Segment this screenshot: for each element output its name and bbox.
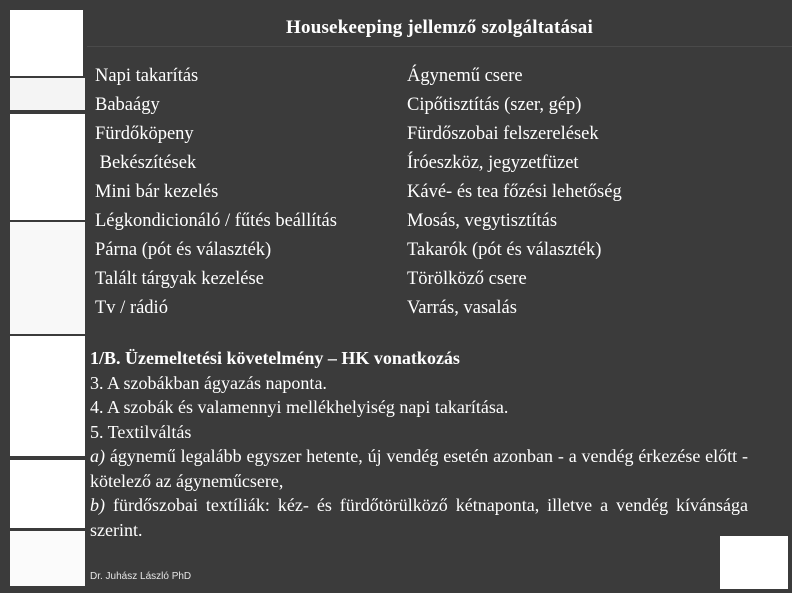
author-footer: Dr. Juhász László PhD <box>90 571 192 582</box>
list-item <box>95 265 785 294</box>
service-right: Kávé- és tea főzési lehetőség <box>407 182 622 202</box>
list-item <box>95 294 785 323</box>
list-item <box>95 91 785 120</box>
service-right: Fürdőszobai felszerelések <box>407 124 599 144</box>
white-block <box>10 10 83 76</box>
sub-b-text: fürdőszobai textíliák: kéz- és fürdőtörülköző kétnaponta, illetve a vendég kívánsága szerint. <box>90 495 749 540</box>
page-title: Housekeeping jellemző szolgáltatásai <box>286 17 593 38</box>
service-right: Takarók (pót és választék) <box>407 240 602 260</box>
service-left: Babaágy <box>95 95 160 115</box>
sub-a-text: ágynemű legalább egyszer hetente, új vendég esetén azonban - a vendég érkezése előtt - kötelező az ágyneműcsere, <box>90 446 748 491</box>
service-left: Napi takarítás <box>95 66 199 86</box>
service-left: Párna (pót és választék) <box>95 240 272 260</box>
list-item <box>95 120 785 149</box>
requirement-item-3: 3. A szobákban ágyazás naponta. <box>90 372 327 393</box>
requirement-item-4: 4. A szobák és valamennyi mellékhelyiség napi takarítása. <box>90 397 509 417</box>
service-left: Légkondicionáló / fűtés beállítás <box>95 211 337 231</box>
requirements-heading: 1/B. Üzemeltetési követelmény – HK vonatkozás <box>90 348 460 368</box>
list-item <box>95 178 785 207</box>
service-right: Íróeszköz, jegyzetfüzet <box>407 153 579 173</box>
list-item <box>95 236 785 265</box>
service-left: Talált tárgyak kezelése <box>95 269 264 289</box>
requirement-sub-b <box>90 493 748 542</box>
list-item <box>95 207 785 236</box>
requirement-item-5: 5. Textilváltás <box>90 421 192 442</box>
white-block <box>10 78 85 110</box>
white-block <box>10 114 85 220</box>
service-left: Tv / rádió <box>95 298 168 318</box>
white-block <box>10 222 85 334</box>
white-block <box>10 531 85 586</box>
service-left: Bekészítések <box>95 153 197 173</box>
list-item <box>95 149 785 178</box>
service-right: Ágynemű csere <box>407 66 523 86</box>
service-left: Fürdőköpeny <box>95 124 194 144</box>
service-right: Varrás, vasalás <box>407 298 517 318</box>
service-left: Mini bár kezelés <box>95 182 219 202</box>
white-block <box>10 336 85 456</box>
sub-b-label: b) <box>90 495 105 515</box>
sub-a-label: a) <box>90 446 105 466</box>
service-right: Törölköző csere <box>407 269 527 289</box>
list-item <box>95 62 785 91</box>
services-list <box>95 62 785 323</box>
white-block <box>720 536 788 589</box>
title-bar <box>87 8 792 47</box>
service-right: Mosás, vegytisztítás <box>407 211 558 231</box>
requirement-sub-a <box>90 444 748 493</box>
requirements-section <box>90 346 748 542</box>
white-block <box>10 460 85 528</box>
service-right: Cipőtisztítás (szer, gép) <box>407 95 582 115</box>
